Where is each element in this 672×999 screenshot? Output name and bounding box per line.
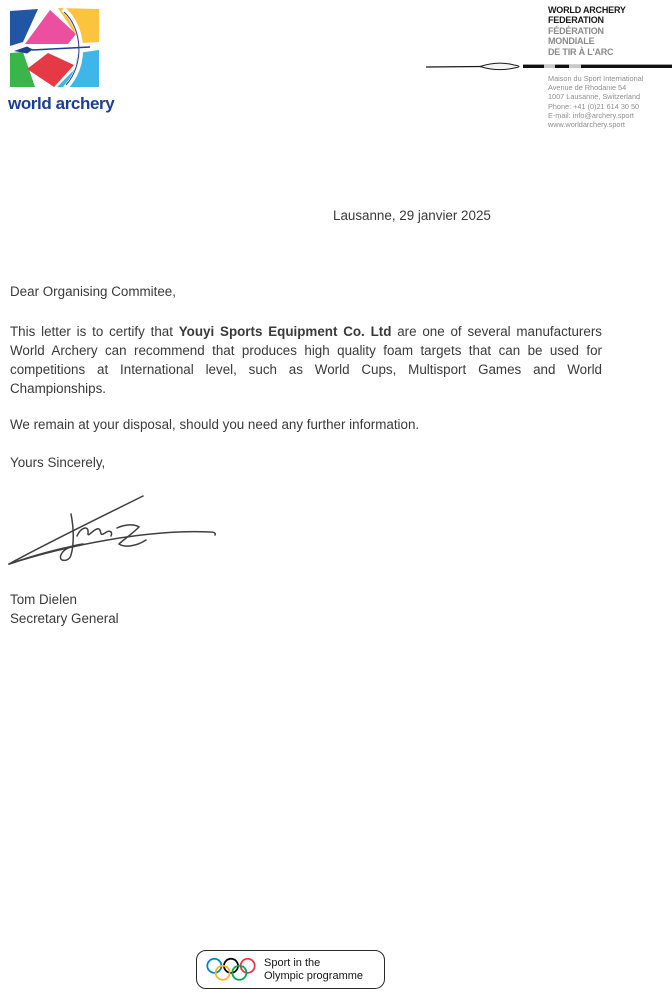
address-line: Phone: +41 (0)21 614 30 50: [548, 101, 640, 111]
date-line: Lausanne, 29 janvier 2025: [333, 208, 491, 223]
paragraph-text-post: are one of several manufacturers World Archery can recommend that produces high quality foam targets that can be used for competitions at International level, such as World Cups, Multisport Games and World Championships.: [10, 324, 602, 396]
disposal-paragraph: We remain at your disposal, should you need any further information.: [10, 417, 420, 432]
signature: [5, 487, 220, 575]
signer-title: Secretary General: [10, 611, 119, 626]
federation-en-line2: FEDERATION: [548, 15, 604, 26]
address-line: Avenue de Rhodanie 54: [548, 83, 627, 93]
logo-arrow-head: [14, 47, 33, 54]
world-archery-logo: [8, 8, 100, 90]
address-line: Maison du Sport International: [548, 74, 644, 83]
olympic-rings-icon: [206, 956, 256, 983]
address-line: E-mail: info@archery.sport: [548, 110, 634, 120]
federation-fr-line1: FÉDÉRATION: [548, 25, 604, 36]
badge-line1: Sport in the: [264, 956, 321, 969]
certification-paragraph: [10, 322, 602, 398]
address-line: www.worldarchery.sport: [548, 120, 625, 130]
salutation: Dear Organising Commitee,: [10, 284, 176, 299]
olympic-badge: [196, 950, 385, 989]
arrow-graphic: [424, 59, 672, 73]
federation-en-line1: WORLD ARCHERY: [548, 5, 626, 15]
closing-line: Yours Sincerely,: [10, 455, 106, 470]
federation-fr-line2: MONDIALE: [548, 36, 595, 47]
badge-line2: Olympic programme: [264, 969, 364, 982]
company-name: Youyi Sports Equipment Co. Ltd: [178, 324, 392, 339]
federation-fr-line3: DE TIR À L'ARC: [548, 46, 614, 57]
arrow-fletching: [480, 63, 519, 70]
federation-name-block: [548, 5, 668, 57]
signer-block: [10, 590, 119, 628]
paragraph-text-pre: This letter is to certify that: [10, 324, 179, 339]
signer-name: Tom Dielen: [10, 592, 77, 607]
address-block: [548, 74, 668, 129]
address-line: 1007 Lausanne, Switzerland: [548, 92, 641, 102]
olympic-badge-text: [264, 957, 363, 983]
wordmark: world archery: [8, 94, 115, 113]
